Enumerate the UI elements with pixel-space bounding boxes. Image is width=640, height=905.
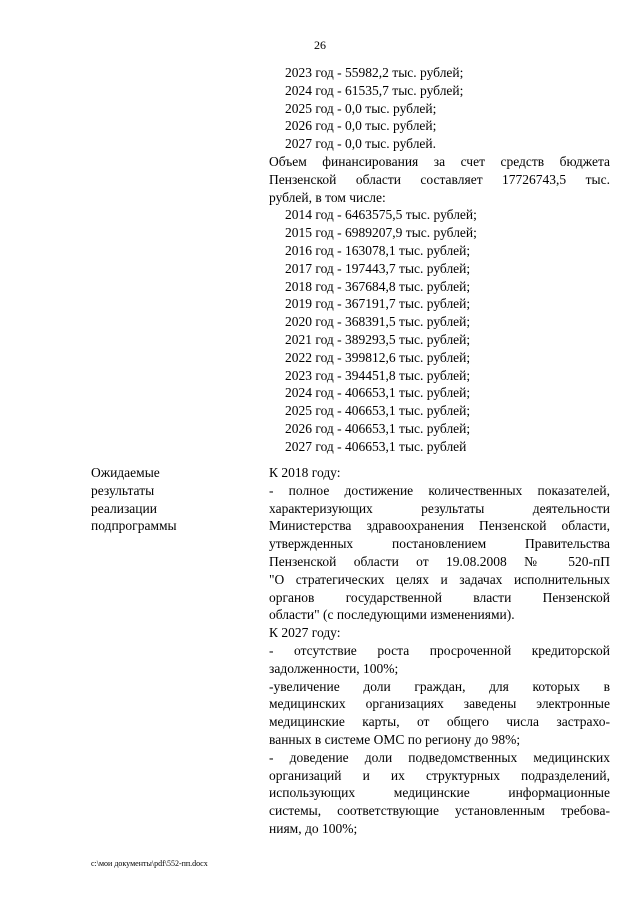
- heading-2027: К 2027 году:: [269, 625, 341, 641]
- result-line: медицинских организациях заведены электронные: [269, 696, 610, 712]
- financing-section: [269, 64, 610, 456]
- regional-year-line: 2018 год - 367684,8 тыс. рублей;: [285, 278, 471, 294]
- result-line: ванных в системе ОМС по региону до 98%;: [269, 731, 521, 747]
- footer-file-path: c:\мои документы\pdf\552-пп.docx: [91, 859, 208, 868]
- result-line: органов государственной власти Пензенской: [269, 589, 610, 605]
- result-item-mis: [269, 749, 610, 838]
- result-line: характеризующих результаты деятельности: [269, 500, 610, 516]
- heading-2018: К 2018 году:: [269, 465, 341, 480]
- label-line: подпрограммы: [91, 518, 177, 534]
- regional-year-line: 2021 год - 389293,5 тыс. рублей;: [285, 331, 471, 347]
- financing-paragraph-line: Объем финансирования за счет средств бюджета: [269, 153, 610, 169]
- result-line: использующих медицинские информационные: [269, 785, 610, 801]
- dash-marker: -: [269, 642, 274, 658]
- year-line: 2026 год - 0,0 тыс. рублей;: [285, 118, 437, 134]
- result-line: медицинские карты, от общего числа застрахо-: [269, 714, 610, 730]
- year-line: 2025 год - 0,0 тыс. рублей;: [285, 100, 437, 116]
- regional-year-line: 2026 год - 406653,1 тыс. рублей;: [285, 420, 471, 436]
- dash-marker: -: [269, 482, 274, 498]
- regional-year-line: 2025 год - 406653,1 тыс. рублей;: [285, 403, 471, 419]
- regional-year-line: 2014 год - 6463575,5 тыс. рублей;: [285, 207, 477, 223]
- expected-results-label: [91, 464, 241, 535]
- dash-marker: -: [269, 749, 274, 765]
- result-line: системы, соответствующие установленным требова-: [269, 803, 610, 819]
- financing-paragraph-line: Пензенской области составляет 17726743,5 тыс.: [269, 171, 610, 187]
- result-line: "О стратегических целях и задачах исполнительных: [269, 571, 610, 587]
- regional-year-line: 2020 год - 368391,5 тыс. рублей;: [285, 314, 471, 330]
- year-line: 2024 год - 61535,7 тыс. рублей;: [285, 82, 464, 98]
- result-line: ниям, до 100%;: [269, 820, 358, 836]
- result-line: - отсутствие роста просроченной кредиторской: [269, 642, 610, 658]
- label-line: Ожидаемые: [91, 465, 160, 480]
- regional-year-line: 2024 год - 406653,1 тыс. рублей;: [285, 385, 471, 401]
- expected-results-section: [269, 464, 610, 838]
- result-line: организаций и их структурных подразделений,: [269, 767, 610, 783]
- result-line: утвержденных постановлением Правительства: [269, 536, 610, 552]
- financing-paragraph-line: рублей, в том числе:: [269, 189, 386, 205]
- regional-year-line: 2023 год - 394451,8 тыс. рублей;: [285, 367, 471, 383]
- label-line: результаты: [91, 482, 155, 498]
- result-line: задолженности, 100%;: [269, 660, 399, 676]
- year-line: 2023 год - 55982,2 тыс. рублей;: [285, 65, 464, 80]
- result-item-2018: [269, 482, 610, 624]
- result-item-emr: [269, 678, 610, 749]
- result-line: -увеличение доли граждан, для которых в: [269, 678, 610, 694]
- regional-year-line: 2019 год - 367191,7 тыс. рублей;: [285, 296, 471, 312]
- page-number: 26: [314, 38, 326, 52]
- regional-year-line: 2027 год - 406653,1 тыс. рублей: [285, 438, 467, 454]
- result-line: - полное достижение количественных показателей,: [269, 482, 610, 498]
- regional-year-line: 2015 год - 6989207,9 тыс. рублей;: [285, 225, 477, 241]
- regional-year-line: 2022 год - 399812,6 тыс. рублей;: [285, 349, 471, 365]
- year-line: 2027 год - 0,0 тыс. рублей.: [285, 136, 437, 152]
- label-line: реализации: [91, 500, 157, 516]
- regional-year-line: 2017 год - 197443,7 тыс. рублей;: [285, 260, 471, 276]
- result-line: - доведение доли подведомственных медицинских: [269, 749, 610, 765]
- result-line: Министерства здравоохранения Пензенской области,: [269, 518, 610, 534]
- result-line: Пензенской области от 19.08.2008 № 520-пП: [269, 553, 610, 569]
- result-item-debt: [269, 642, 610, 678]
- dash-marker: -: [269, 678, 274, 694]
- result-line: области" (с последующими изменениями).: [269, 607, 515, 623]
- regional-year-line: 2016 год - 163078,1 тыс. рублей;: [285, 242, 471, 258]
